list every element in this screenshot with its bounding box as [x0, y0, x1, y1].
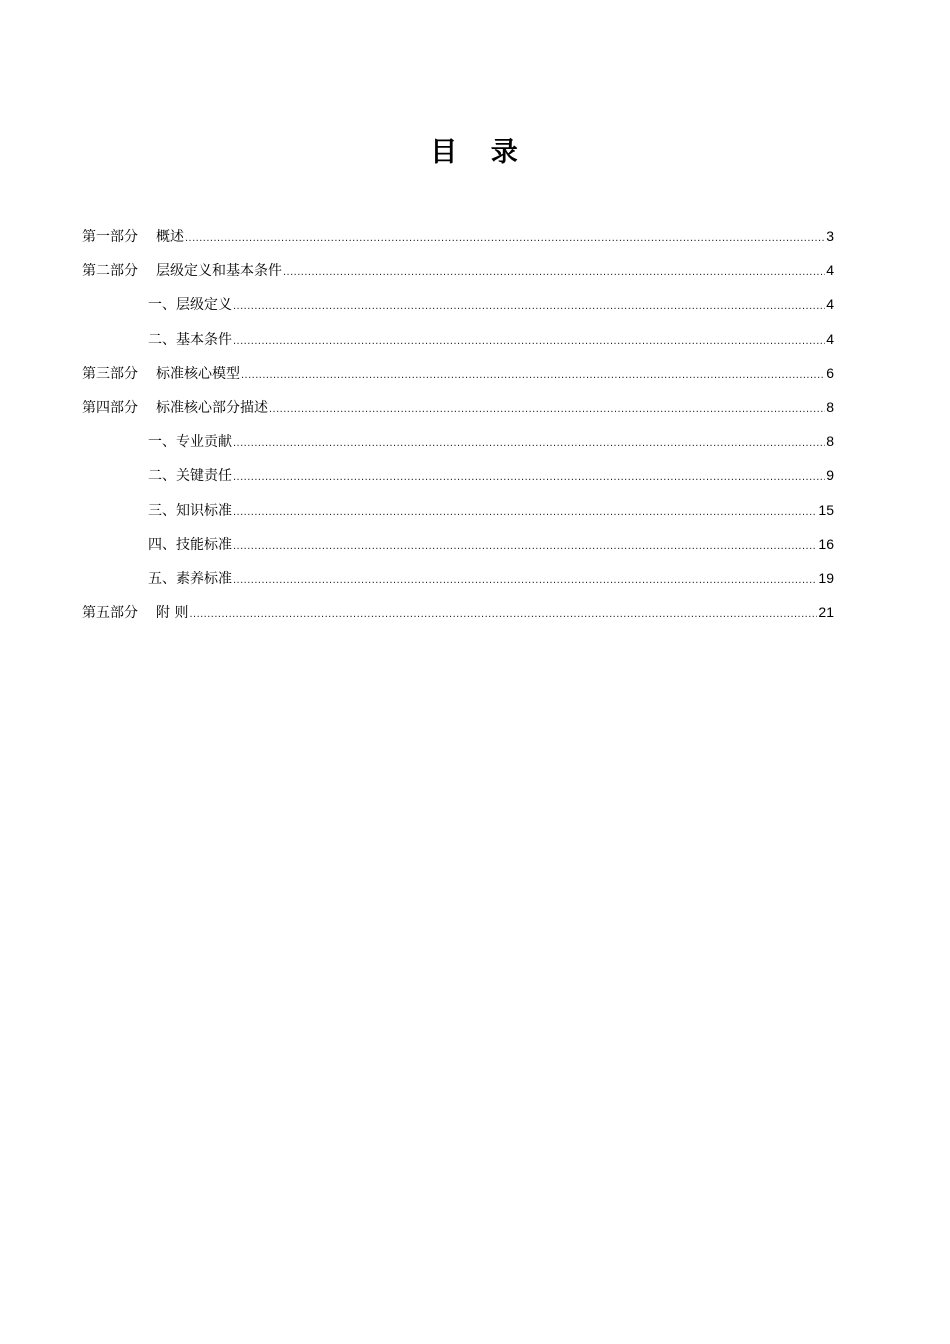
toc-page-number: 15	[818, 501, 834, 518]
toc-dot-leader	[233, 463, 825, 491]
toc-dot-leader	[241, 361, 825, 389]
toc-entry[interactable]	[82, 496, 834, 530]
toc-entry[interactable]	[82, 325, 834, 359]
toc-entry[interactable]	[82, 530, 834, 564]
toc-heading: 标准核心模型	[156, 365, 240, 382]
toc-part-label: 第一部分	[82, 229, 138, 245]
toc-heading: 五、素养标准	[148, 570, 232, 587]
toc-entry[interactable]	[82, 461, 834, 495]
toc-entry[interactable]	[82, 598, 834, 632]
toc-part-label: 第三部分	[82, 365, 138, 382]
toc-page-number: 4	[826, 330, 834, 347]
toc-entry[interactable]	[82, 256, 834, 290]
toc-part-label: 第五部分	[82, 605, 138, 622]
toc-dot-leader	[233, 327, 825, 355]
toc-entry[interactable]	[82, 359, 834, 393]
toc-entry[interactable]	[82, 564, 834, 598]
toc-heading: 三、知识标准	[148, 502, 232, 519]
toc-heading: 层级定义和基本条件	[156, 263, 282, 280]
toc-page-number: 8	[826, 433, 834, 450]
toc-dot-leader	[233, 532, 817, 560]
toc-page-number: 6	[826, 364, 834, 381]
toc-dot-leader	[283, 258, 825, 286]
toc-heading: 一、专业贡献	[148, 434, 232, 451]
toc-dot-leader	[233, 498, 817, 526]
toc-heading: 二、基本条件	[148, 331, 232, 348]
toc-page-number: 19	[818, 569, 834, 586]
toc-part-label: 第四部分	[82, 399, 138, 416]
toc-page-number: 3	[826, 228, 834, 244]
toc-dot-leader	[233, 292, 825, 320]
page-title: 目 录	[430, 137, 530, 168]
toc-page-number: 9	[826, 467, 834, 484]
toc-page-number: 16	[818, 535, 834, 552]
table-of-contents	[82, 222, 834, 632]
toc-dot-leader	[185, 224, 825, 252]
toc-page-number: 21	[818, 604, 834, 621]
toc-page-number: 4	[826, 296, 834, 313]
toc-entry-label	[82, 223, 184, 251]
toc-entry-label	[82, 599, 188, 627]
toc-entry-label	[82, 394, 268, 422]
toc-entry[interactable]	[82, 427, 834, 461]
toc-heading: 标准核心部分描述	[156, 399, 268, 416]
toc-entry-label	[82, 257, 282, 285]
toc-page-number: 4	[826, 262, 834, 279]
toc-dot-leader	[233, 429, 825, 457]
toc-heading: 附 则	[156, 605, 189, 622]
toc-entry-label	[82, 360, 240, 388]
toc-dot-leader	[189, 600, 817, 628]
toc-page-number: 8	[826, 398, 834, 415]
toc-entry[interactable]	[82, 290, 834, 324]
toc-entry[interactable]	[82, 222, 834, 256]
toc-heading: 四、技能标准	[148, 536, 232, 553]
toc-heading: 概述	[156, 229, 184, 245]
toc-dot-leader	[269, 395, 825, 423]
toc-part-label: 第二部分	[82, 263, 138, 280]
toc-dot-leader	[233, 566, 817, 594]
toc-heading: 一、层级定义	[148, 297, 232, 314]
toc-heading: 二、关键责任	[148, 468, 232, 485]
toc-entry[interactable]	[82, 393, 834, 427]
